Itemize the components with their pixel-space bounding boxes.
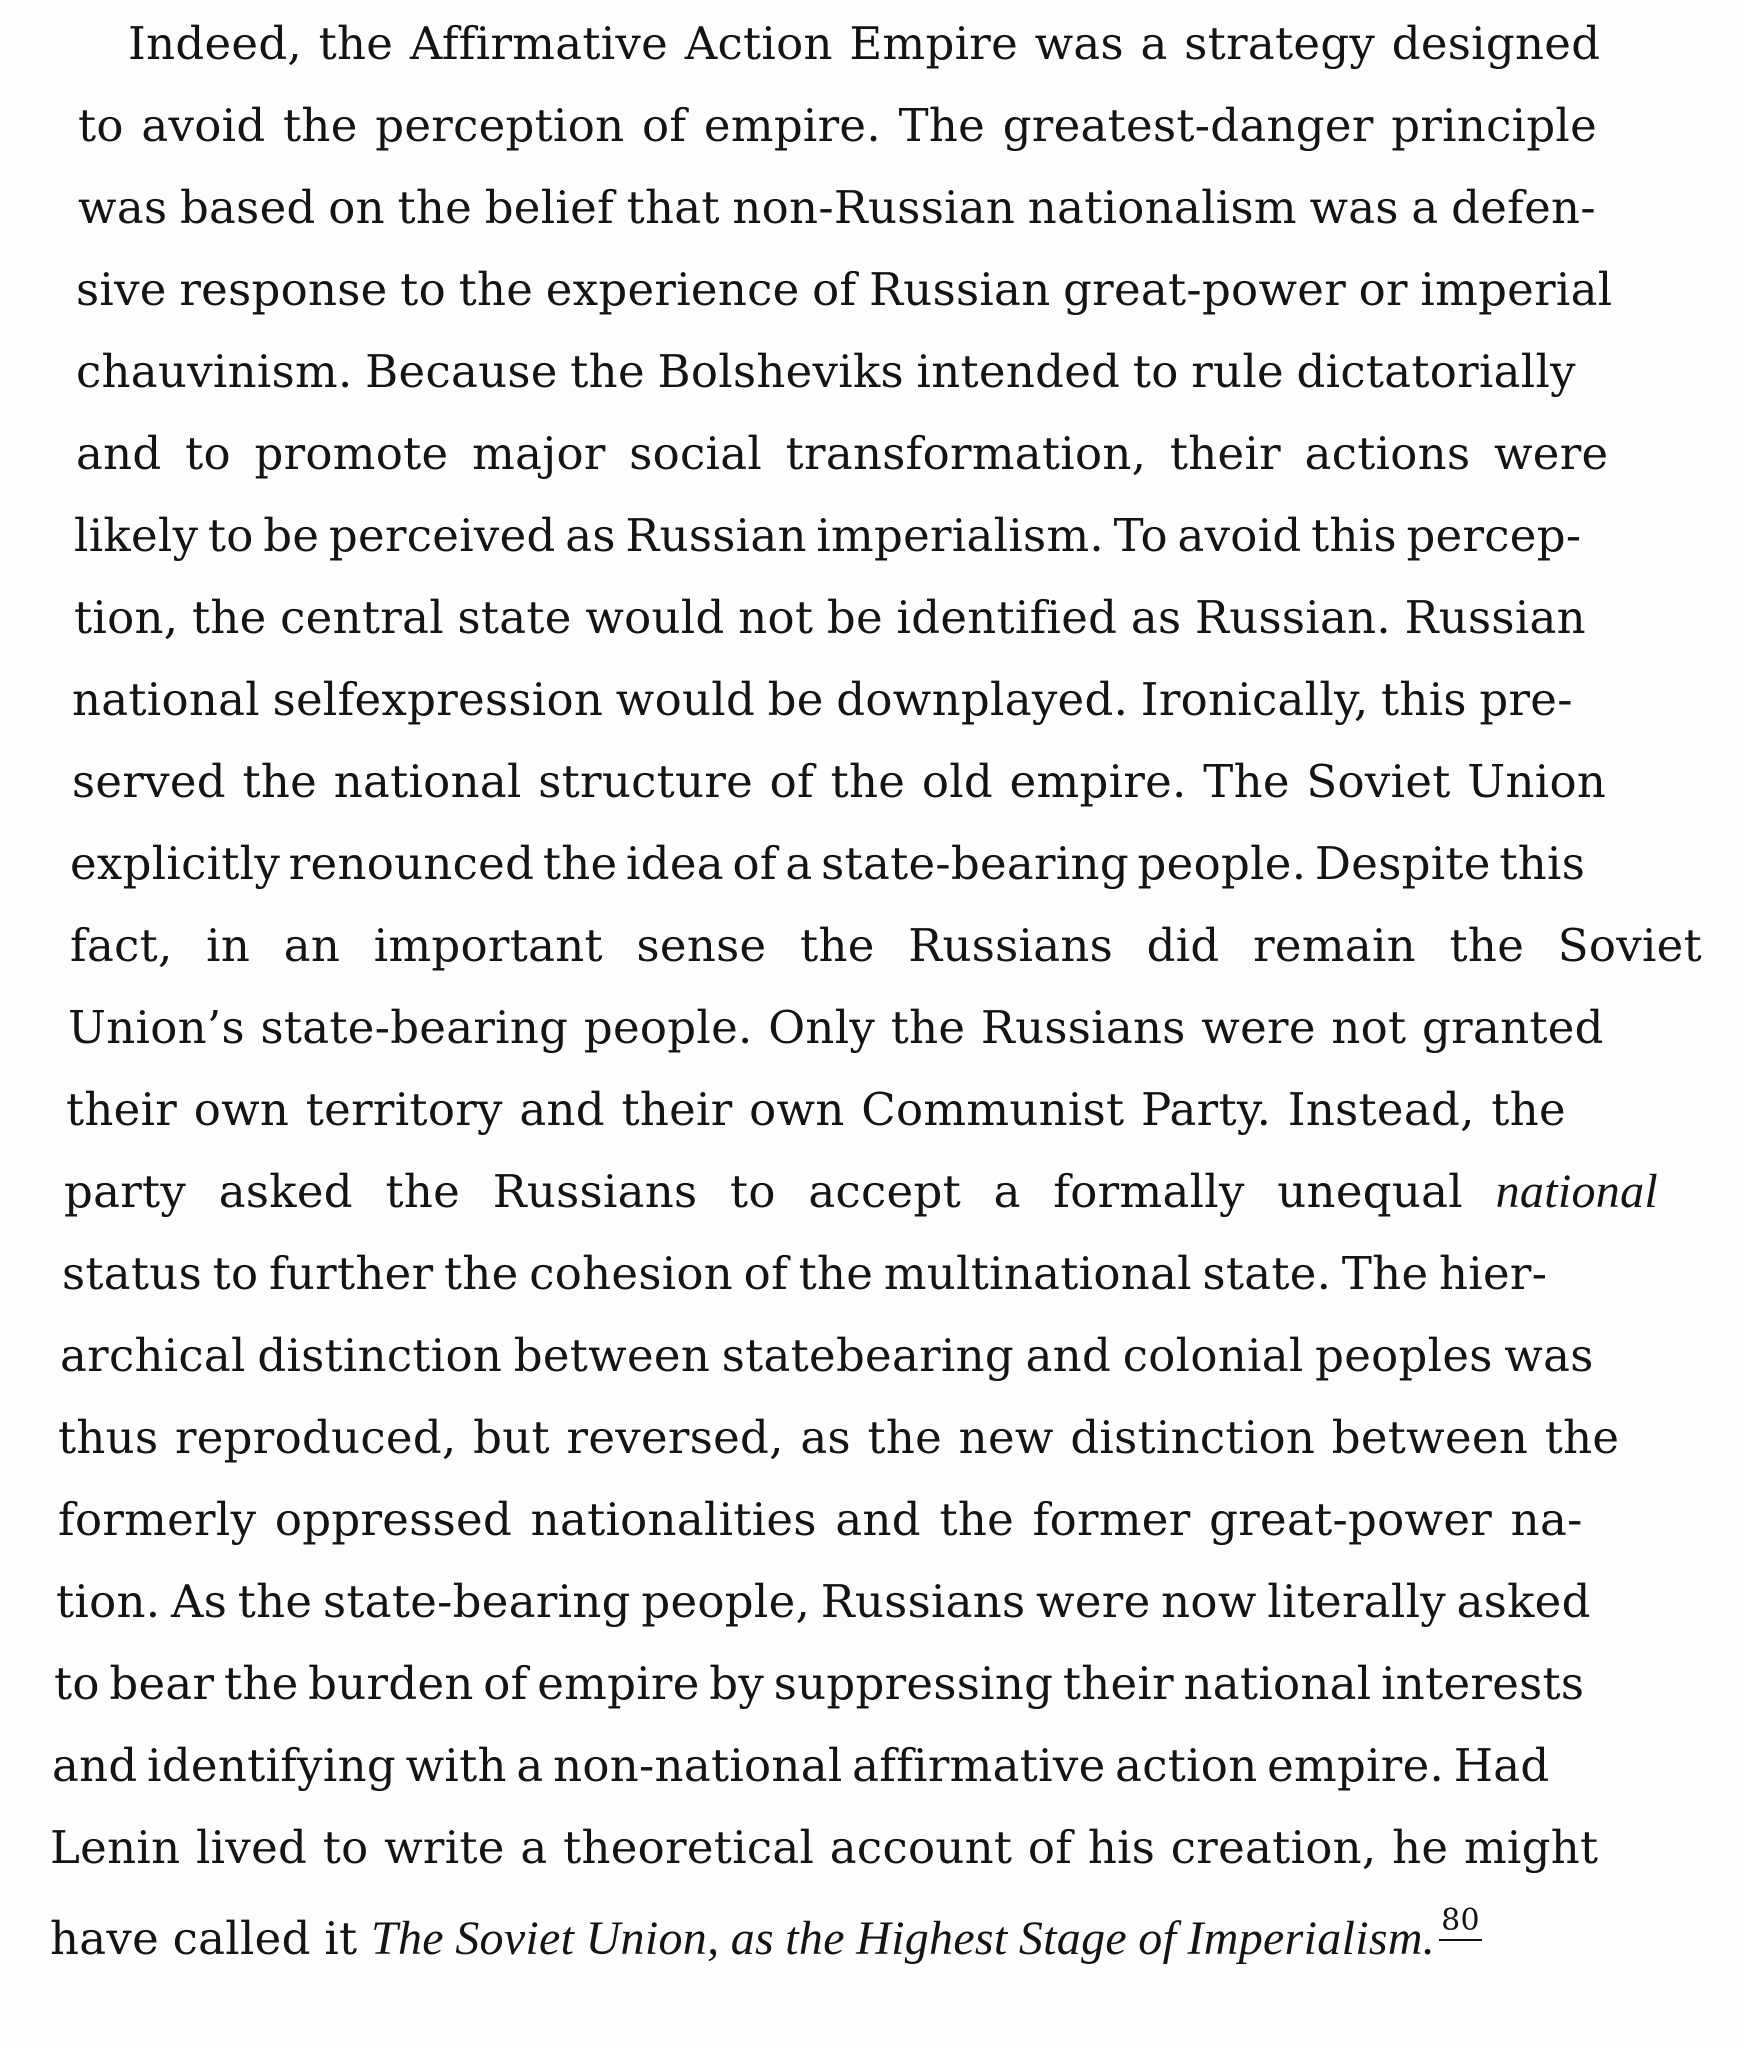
text-line-10: served the national structure of the old empire. The Soviet Union xyxy=(72,755,1607,808)
text-line-1: Indeed, the Affirmative Action Empire was a strategy designed xyxy=(128,17,1601,70)
text-line-18: thus reproduced, but reversed, as the new distinction between the xyxy=(58,1411,1620,1464)
text-line-15 xyxy=(64,1162,1658,1222)
text-line-4: sive response to the experience of Russian great-power or imperial xyxy=(76,263,1613,316)
text-line-5: chauvinism. Because the Bolsheviks intended to rule dictatorially xyxy=(76,345,1576,398)
text-line-23: Lenin lived to write a theoretical account of his creation, he might xyxy=(50,1821,1599,1874)
text-line-7: likely to be perceived as Russian imperialism. To avoid this percep- xyxy=(74,509,1582,562)
text-line-17: archical distinction between statebearing and colonial peoples was xyxy=(60,1329,1594,1382)
italic-book-title: The Soviet Union, as the Highest Stage of Imperialism. xyxy=(371,1912,1436,1965)
text-line-14: their own territory and their own Communist Party. Instead, the xyxy=(66,1083,1566,1136)
text-line-20: tion. As the state-bearing people, Russians were now literally asked xyxy=(56,1575,1591,1628)
text-line-12: fact, in an important sense the Russians did remain the Soviet xyxy=(70,919,1702,972)
text-line-19: formerly oppressed nationalities and the former great-power na- xyxy=(58,1493,1583,1546)
text-line-24-start: have called it xyxy=(50,1912,358,1965)
text-line-2: to avoid the perception of empire. The greatest-danger principle xyxy=(78,99,1598,152)
text-line-8: tion, the central state would not be identified as Russian. Russian xyxy=(74,591,1586,644)
text-line-3: was based on the belief that non-Russian nationalism was a defen- xyxy=(78,181,1596,234)
text-line-9: national selfexpression would be downplayed. Ironically, this pre- xyxy=(72,673,1573,726)
text-line-22: and identifying with a non-national affirmative action empire. Had xyxy=(52,1739,1550,1792)
text-line-11: explicitly renounced the idea of a state-bearing people. Despite this xyxy=(70,837,1586,890)
text-line-13: Union’s state-bearing people. Only the Russians were not granted xyxy=(68,1001,1604,1054)
text-line-24 xyxy=(50,1903,1482,1966)
text-line-15-start: party asked the Russians to accept a formally unequal xyxy=(64,1165,1463,1218)
footnote-marker[interactable]: 80 xyxy=(1439,1906,1482,1941)
text-line-21: to bear the burden of empire by suppressing their national interests xyxy=(54,1657,1585,1710)
italic-word-national: national xyxy=(1495,1165,1659,1218)
text-line-16: status to further the cohesion of the multinational state. The hier- xyxy=(62,1247,1548,1300)
text-line-6: and to promote major social transformation, their actions were xyxy=(76,427,1609,480)
